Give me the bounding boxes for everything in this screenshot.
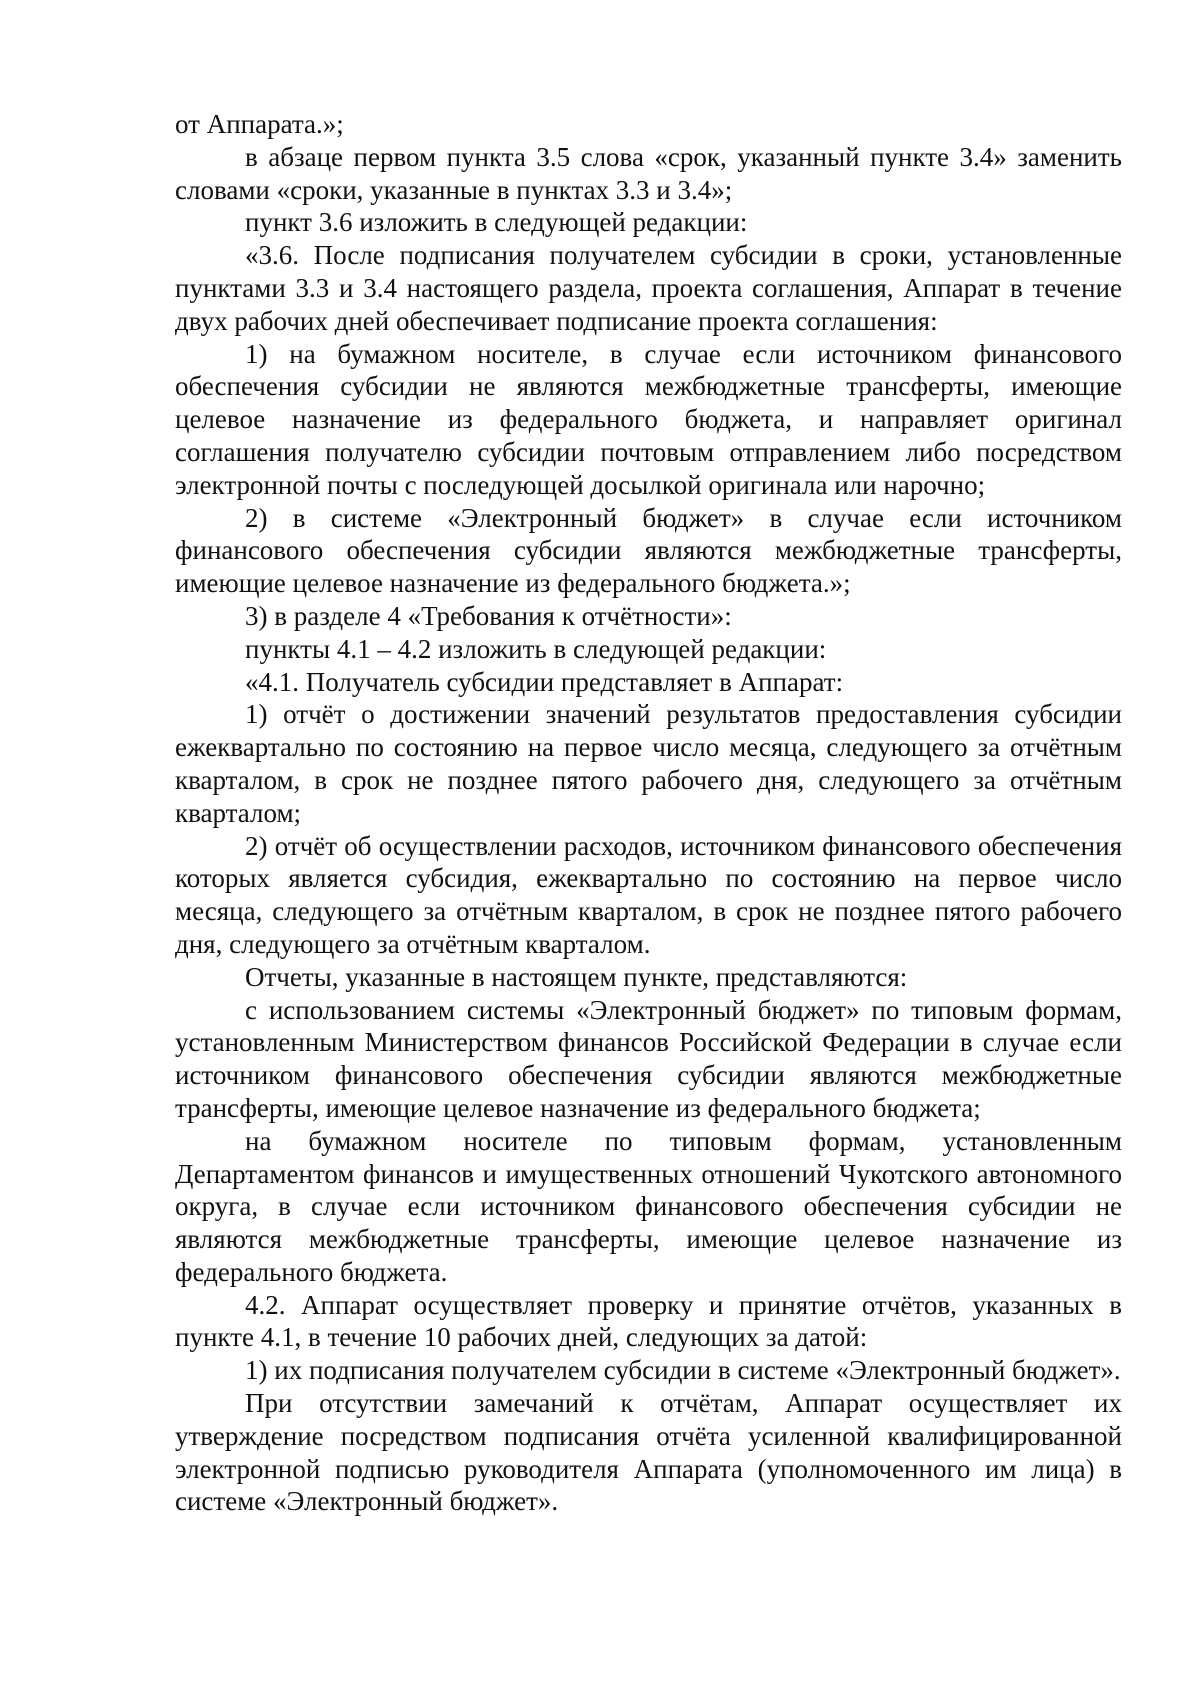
paragraph-continuation: от Аппарата.»; <box>175 109 344 139</box>
document-page <box>175 108 1122 1518</box>
paragraph-3-6-text: «3.6. После подписания получателем субсидии в сроки, установленные пунктами 3.3 и 3.4 настоящего раздела, проекта соглашения, Аппарат в течение двух рабочих дней обеспечивает подписание проекта соглашения: <box>175 240 1122 336</box>
paragraph-reports-paper: на бумажном носителе по типовым формам, установленным Департаментом финансов и имущественных отношений Чукотского автономного округа, в случае если источником финансового обеспечения субсидии не являются межбюджетные трансферты, имеющие целевое назначение из федерального бюджета. <box>175 1125 1122 1287</box>
paragraph-3-6-intro: пункт 3.6 изложить в следующей редакции: <box>245 207 748 238</box>
paragraph-reports-electronic: с использованием системы «Электронный бюджет» по типовым формам, установленным Министерством финансов Российской Федерации в случае если источником финансового обеспечения субсидии являются межбюджетные трансферты, имеющие целевое назначение из федерального бюджета; <box>175 994 1122 1123</box>
paragraph-reports-intro: Отчеты, указанные в настоящем пункте, представляются: <box>245 961 908 992</box>
paragraph-4-2-text: 4.2. Аппарат осуществляет проверку и принятие отчётов, указанных в пункте 4.1, в течение 10 рабочих дней, следующих за датой: <box>175 1289 1122 1353</box>
paragraph-4-1-item-1: 1) отчёт о достижении значений результатов предоставления субсидии ежеквартально по состоянию на первое число месяца, следующего за отчётным кварталом, в срок не позднее пятого рабочего дня, следующего за отчётным кварталом; <box>175 699 1122 828</box>
paragraph-4-1-4-2-intro: пункты 4.1 – 4.2 изложить в следующей редакции: <box>245 633 827 664</box>
paragraph-3-6-item-2: 2) в системе «Электронный бюджет» в случае если источником финансового обеспечения субсидии являются межбюджетные трансферты, имеющие целевое назначение из федерального бюджета.»; <box>175 502 1122 599</box>
paragraph-approval: При отсутствии замечаний к отчётам, Аппарат осуществляет их утверждение посредством подписания отчёта усиленной квалифицированной электронной подписью руководителя Аппарата (уполномоченного им лица) в системе «Электронный бюджет». <box>175 1388 1122 1517</box>
paragraph-4-1-text: «4.1. Получатель субсидии представляет в Аппарат: <box>245 666 844 697</box>
paragraph-section-4: 3) в разделе 4 «Требования к отчётности»: <box>245 600 732 631</box>
paragraph-3-6-item-1: 1) на бумажном носителе, в случае если источником финансового обеспечения субсидии не являются межбюджетные трансферты, имеющие целевое назначение из федерального бюджета, и направляет оригинал соглашения получателю субсидии почтовым отправлением либо посредством электронной почты с последующей досылкой оригинала или нарочно; <box>175 338 1122 500</box>
paragraph-4-1-item-2: 2) отчёт об осуществлении расходов, источником финансового обеспечения которых является субсидия, ежеквартально по состоянию на первое число месяца, следующего за отчётным кварталом, в срок не позднее пятого рабочего дня, следующего за отчётным кварталом. <box>175 830 1122 959</box>
paragraph-4-2-item-1: 1) их подписания получателем субсидии в системе «Электронный бюджет». <box>245 1355 1121 1386</box>
paragraph-3-5-amendment: в абзаце первом пункта 3.5 слова «срок, указанный пункте 3.4» заменить словами «сроки, указанные в пунктах 3.3 и 3.4»; <box>175 141 1122 205</box>
